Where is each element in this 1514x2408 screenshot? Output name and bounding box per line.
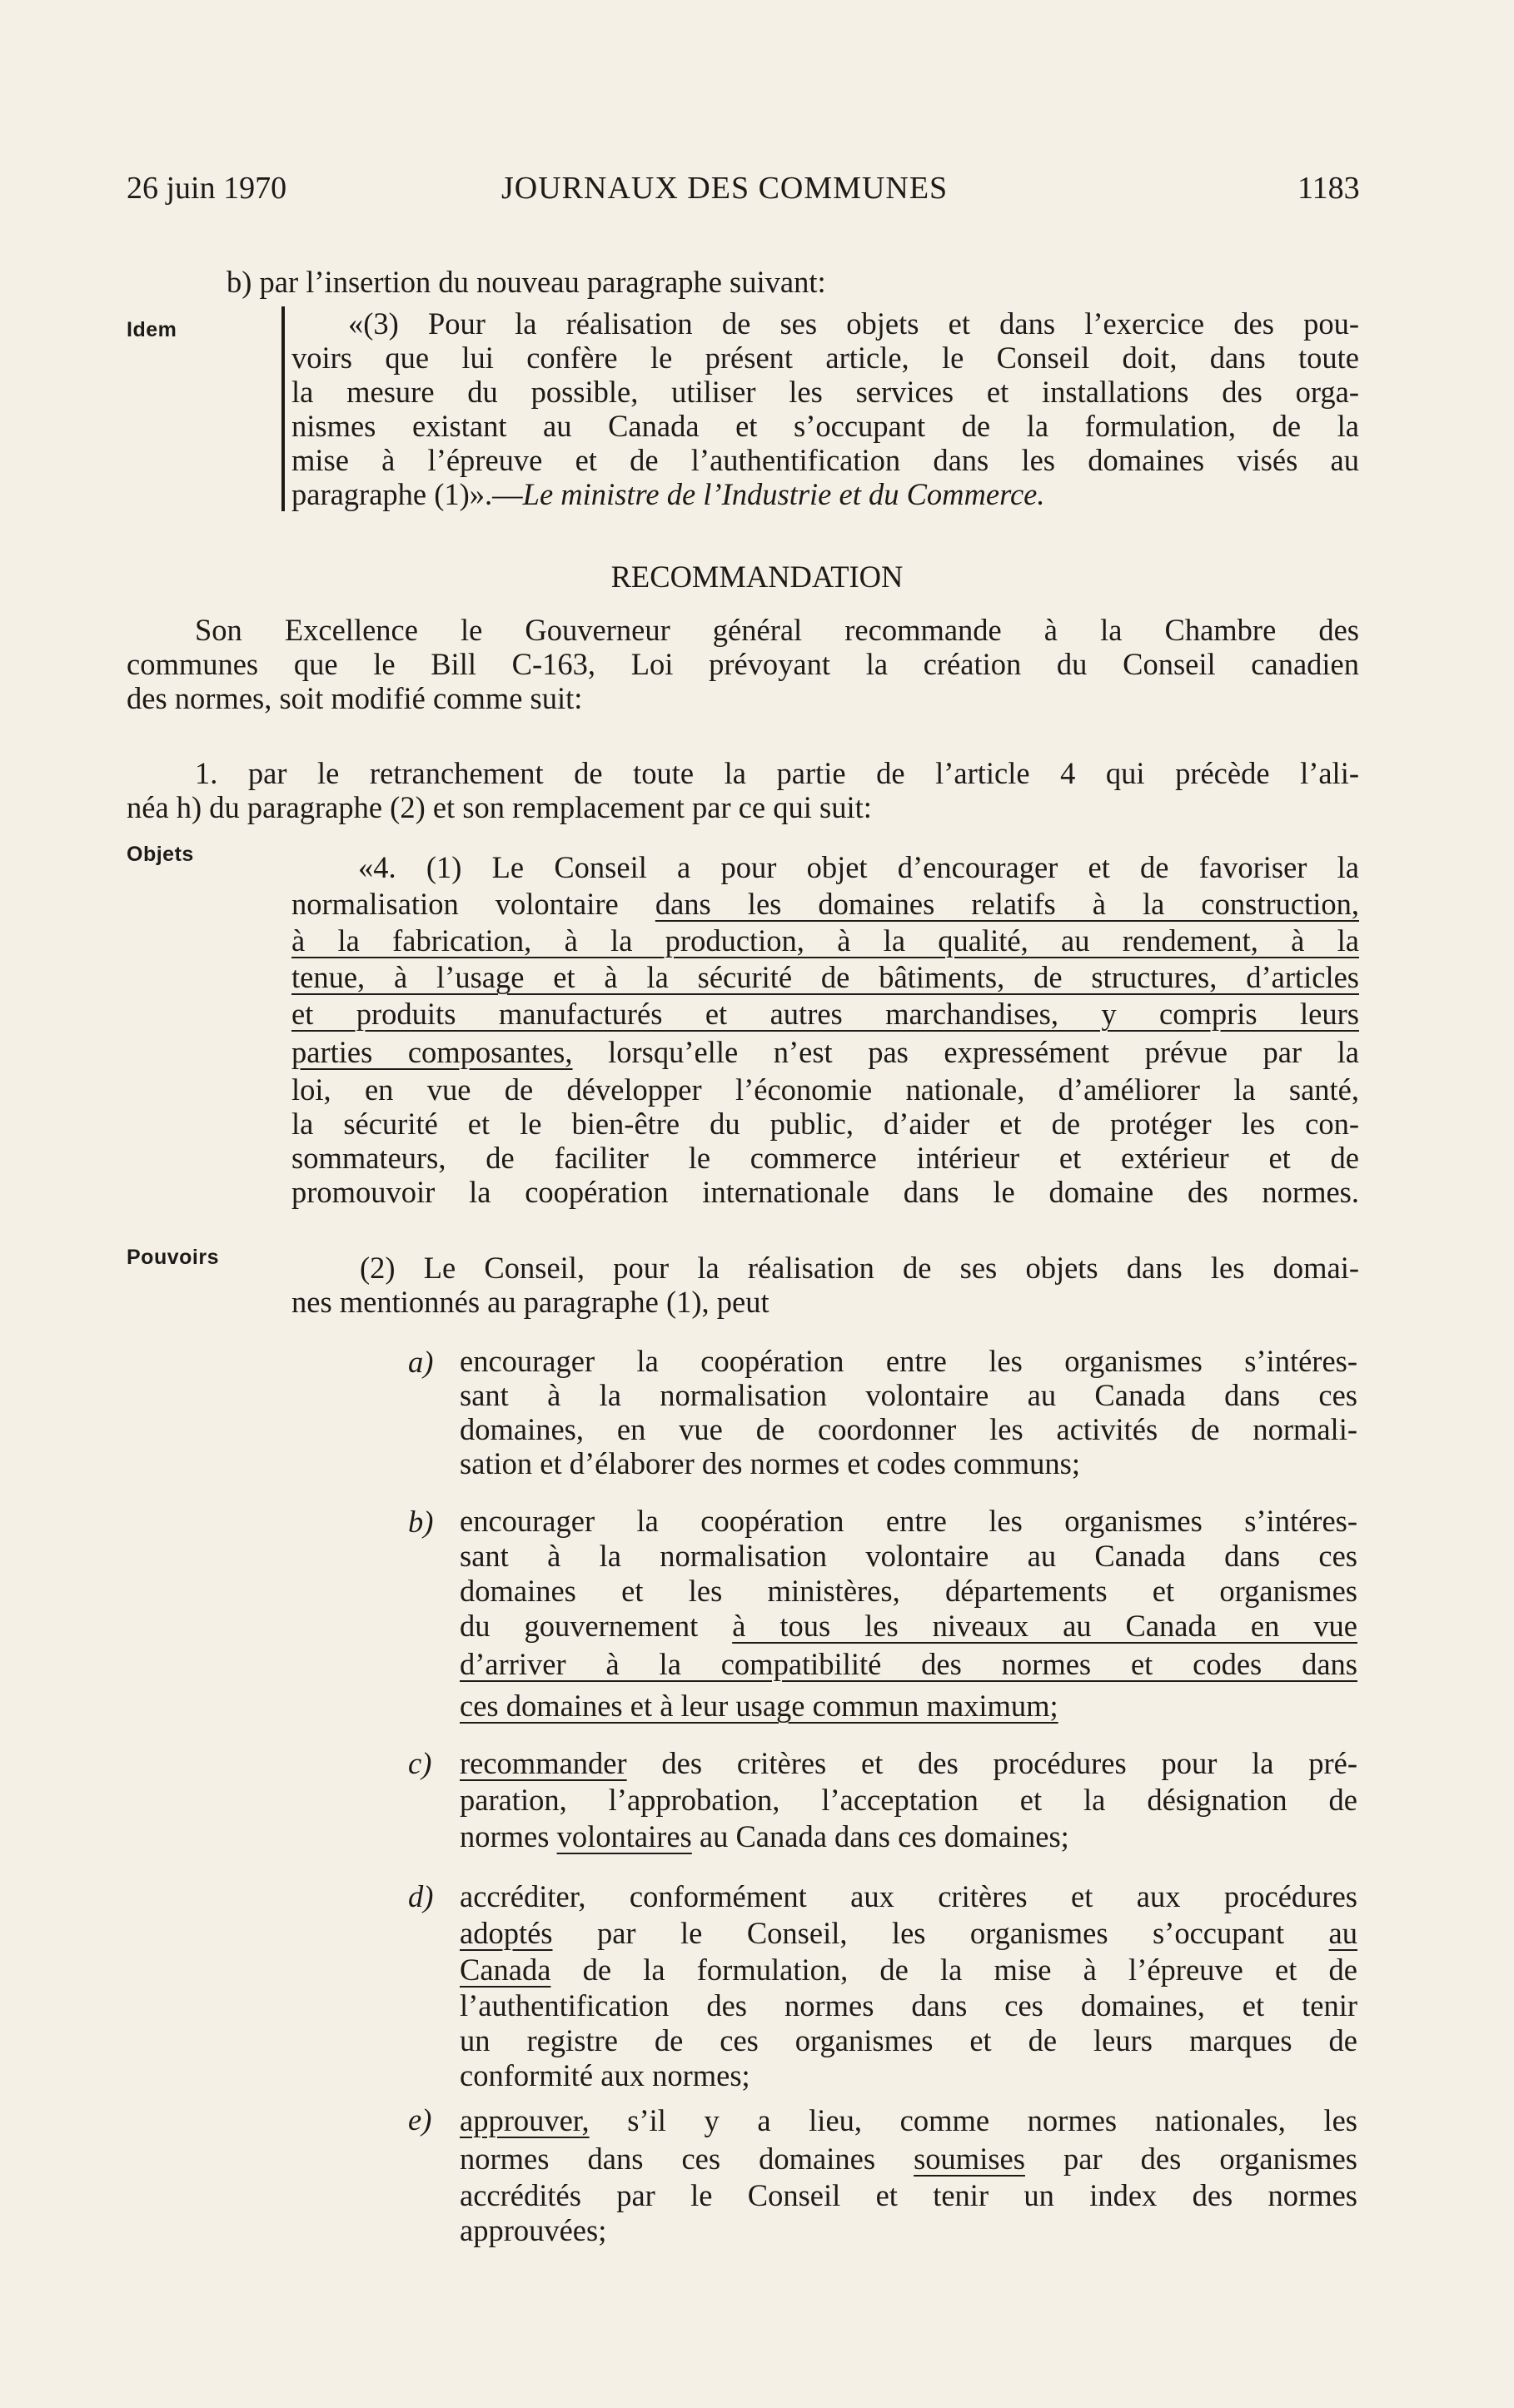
text-line — [460, 1952, 1357, 1988]
text-line: sant à la normalisation volontaire au Canada dans ces — [460, 1378, 1357, 1412]
underlined-text: recommander — [460, 1746, 627, 1780]
text-line — [460, 2140, 1357, 2178]
item-e-text — [460, 2102, 1357, 2248]
text-line: encourager la coopération entre les organismes s’intéres- — [460, 1504, 1357, 1538]
underlined-text: parties composantes, — [291, 1035, 573, 1069]
text-fragment: du gouvernement — [460, 1609, 733, 1643]
item-a-label: a) — [408, 1345, 434, 1379]
text-line — [460, 1609, 1357, 1644]
underlined-text: tenue, à l’usage et à la sécurité de bâtiments, de structures, d’articles — [291, 960, 1359, 994]
text-fragment: normes — [460, 1819, 557, 1853]
text-fragment: au Canada dans ces domaines; — [691, 1819, 1069, 1853]
header-title: JOURNAUX DES COMMUNES — [501, 171, 949, 206]
text-line: promouvoir la coopération internationale dans le domaine des normes. — [291, 1175, 1359, 1209]
item-b-label: b) — [408, 1505, 434, 1539]
text-line: paration, l’approbation, l’acceptation et la désignation de — [460, 1783, 1357, 1817]
margin-note-pouvoirs: Pouvoirs — [127, 1246, 219, 1269]
text-line — [460, 1915, 1357, 1952]
margin-note-objets: Objets — [127, 843, 194, 866]
header-date: 26 juin 1970 — [127, 171, 287, 206]
underlined-text: approuver, — [460, 2103, 590, 2137]
text-line: nismes existant au Canada et s’occupant de la formulation, de la — [291, 409, 1359, 443]
item-c-text — [460, 1745, 1357, 1855]
text-line: 1. par le retranchement de toute la partie de l’article 4 qui précède l’ali- — [195, 756, 1359, 790]
text-fragment: par le Conseil, les organismes s’occupant — [552, 1916, 1329, 1950]
text-line: mise à l’épreuve et de l’authentification dans les domaines visés au — [291, 443, 1359, 477]
text-fragment: lorsqu’elle n’est pas expressément prévue par la — [572, 1035, 1359, 1069]
text-fragment: paragraphe (1)».— — [291, 477, 523, 511]
text-line: (2) Le Conseil, pour la réalisation de ses objets dans les domai- — [360, 1251, 1359, 1285]
text-line: accrédités par le Conseil et tenir un index des normes — [460, 2178, 1357, 2212]
text-line: domaines et les ministères, départements et organismes — [460, 1574, 1357, 1608]
underlined-text: dans les domaines relatifs à la construction, — [655, 887, 1359, 921]
text-line: «4. (1) Le Conseil a pour objet d’encourager et de favoriser la — [358, 850, 1359, 884]
underlined-text: d’arriver à la compatibilité des normes et codes dans — [460, 1647, 1357, 1681]
underlined-text: et produits manufacturés et autres marchandises, y compris leurs — [291, 997, 1359, 1031]
item-c-label: c) — [408, 1746, 432, 1780]
text-fragment: par des organismes — [1024, 2142, 1357, 2176]
underlined-text: volontaires — [556, 1819, 692, 1853]
underlined-text: à tous les niveaux au Canada en vue — [732, 1609, 1357, 1643]
text-fragment: normes dans ces domaines — [460, 2142, 914, 2176]
recommendation-heading: RECOMMANDATION — [610, 560, 904, 594]
recommendation-paragraph — [127, 613, 1359, 715]
item-d-text — [460, 1878, 1357, 2093]
text-line — [291, 477, 1359, 511]
amendment-b-paragraph — [291, 306, 1359, 511]
item-a-text — [460, 1344, 1357, 1480]
text-line: approuvées; — [460, 2213, 607, 2247]
text-line: «(3) Pour la réalisation de ses objets et dans l’exercice des pou- — [348, 306, 1359, 341]
underlined-text: adoptés — [460, 1916, 553, 1950]
text-line: la mesure du possible, utiliser les services et installations des orga- — [291, 375, 1359, 409]
underlined-text: au — [1328, 1916, 1357, 1950]
objets-paragraph — [291, 849, 1359, 1209]
text-line: des normes, soit modifié comme suit: — [127, 681, 583, 715]
text-line: un registre de ces organismes et de leurs marques de — [460, 2023, 1357, 2057]
item-d-label: d) — [408, 1879, 434, 1913]
text-line — [291, 1032, 1359, 1072]
text-line — [291, 886, 1359, 923]
underlined-text: soumises — [914, 2142, 1025, 2176]
text-fragment: normalisation volontaire — [291, 887, 655, 921]
underlined-text: Canada — [460, 1953, 551, 1987]
text-line: l’authentification des normes dans ces domaines, et tenir — [460, 1988, 1357, 2022]
text-line: domaines, en vue de coordonner les activités de normali- — [460, 1412, 1357, 1446]
text-line: sommateurs, de faciliter le commerce intérieur et extérieur et de — [291, 1141, 1359, 1175]
minister-signature: Le ministre de l’Industrie et du Commerce. — [522, 477, 1045, 511]
text-line: voirs que lui confère le présent article, le Conseil doit, dans toute — [291, 341, 1359, 375]
page-number: 1183 — [1297, 171, 1360, 206]
item-e-label: e) — [408, 2102, 432, 2137]
text-line — [460, 2102, 1357, 2140]
item-b-text — [460, 1504, 1357, 1727]
text-line: accréditer, conformément aux critères et aux procédures — [460, 1879, 1357, 1913]
underlined-text: ces domaines et à leur usage commun maximum; — [460, 1689, 1058, 1723]
text-line: loi, en vue de développer l’économie nationale, d’améliorer la santé, — [291, 1072, 1359, 1107]
text-fragment: de la formulation, de la mise à l’épreuve et de — [550, 1953, 1357, 1987]
margin-note-idem: Idem — [127, 318, 177, 341]
margin-bar — [281, 306, 285, 511]
text-line: nes mentionnés au paragraphe (1), peut — [291, 1285, 769, 1319]
text-line: sant à la normalisation volontaire au Canada dans ces — [460, 1539, 1357, 1573]
text-line: Son Excellence le Gouverneur général recommande à la Chambre des — [195, 613, 1359, 647]
text-line — [460, 1818, 1357, 1855]
underlined-text: à la fabrication, à la production, à la qualité, au rendement, à la — [291, 923, 1359, 958]
text-line: communes que le Bill C-163, Loi prévoyant la création du Conseil canadien — [127, 647, 1359, 681]
text-line: conformité aux normes; — [460, 2058, 750, 2092]
item-1-paragraph — [127, 756, 1359, 824]
amendment-b-intro: b) par l’insertion du nouveau paragraphe suivant: — [227, 265, 826, 299]
text-line: néa h) du paragraphe (2) et son remplacement par ce qui suit: — [127, 790, 872, 824]
text-line — [460, 1745, 1357, 1782]
text-line: encourager la coopération entre les organismes s’intéres- — [460, 1344, 1357, 1378]
pouvoirs-paragraph — [291, 1251, 1359, 1319]
text-line: sation et d’élaborer des normes et codes communs; — [460, 1446, 1080, 1480]
text-line: la sécurité et le bien-être du public, d’aider et de protéger les con- — [291, 1107, 1359, 1141]
text-fragment: des critères et des procédures pour la pré- — [626, 1746, 1357, 1780]
text-fragment: s’il y a lieu, comme normes nationales, les — [589, 2103, 1357, 2137]
